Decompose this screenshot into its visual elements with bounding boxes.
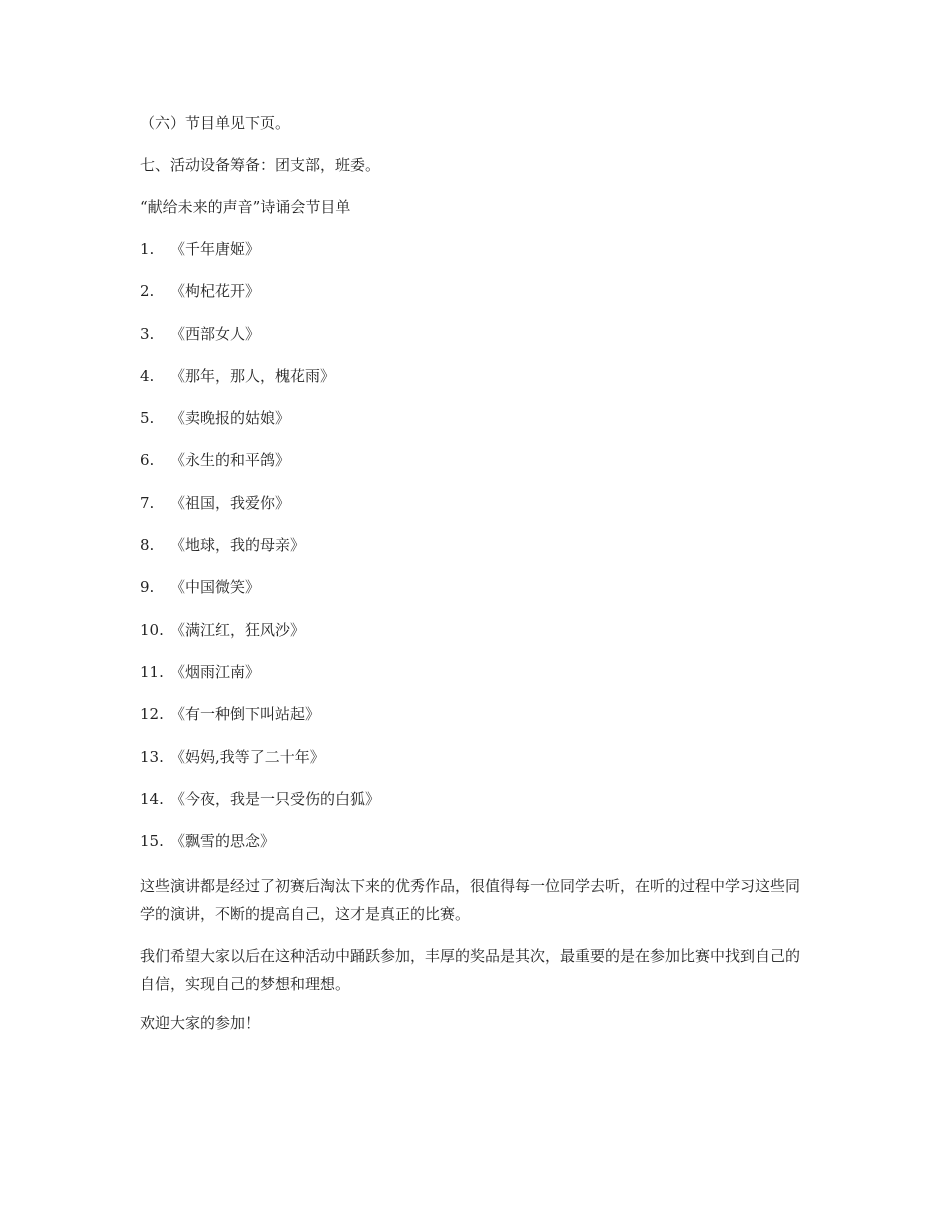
item-title: 《有一种倒下叫站起》: [170, 705, 321, 724]
program-list: [140, 238, 810, 852]
item-number: 10.: [140, 620, 164, 639]
item-title: 《永生的和平鸽》: [170, 451, 291, 470]
list-item: [140, 619, 810, 641]
list-item: [140, 703, 810, 725]
item-number: 5.: [140, 409, 155, 428]
item-number: 7.: [140, 493, 155, 512]
item-title: 《今夜，我是一只受伤的白狐》: [170, 789, 381, 808]
item-title: 《西部女人》: [170, 324, 261, 343]
list-item: [140, 238, 810, 260]
section-seven-text: 七、活动设备筹备：团支部，班委。: [140, 156, 381, 174]
item-number: 14.: [140, 789, 164, 808]
paragraph-speeches: 这些演讲都是经过了初赛后淘汰下来的优秀作品，很值得每一位同学去听，在听的过程中学习这些同学的演讲，不断的提高自己，这才是真正的比赛。: [140, 877, 801, 924]
item-number: 12.: [140, 705, 164, 724]
list-item: [140, 534, 810, 556]
item-title: 《祖国，我爱你》: [170, 493, 291, 512]
item-number: 1.: [140, 240, 155, 258]
item-title: 《那年，那人，槐花雨》: [170, 366, 336, 385]
program-title: “献给未来的声音”诗诵会节目单: [140, 198, 351, 216]
document-body: [140, 112, 810, 1054]
item-title: 《地球，我的母亲》: [170, 536, 306, 555]
item-number: 15.: [140, 832, 164, 851]
list-item: [140, 788, 810, 810]
list-item: [140, 365, 810, 387]
item-number: 8.: [140, 536, 155, 555]
list-item: [140, 746, 810, 768]
list-item: [140, 323, 810, 345]
item-number: 13.: [140, 747, 164, 766]
paragraph-participation: 我们希望大家以后在这种活动中踊跃参加，丰厚的奖品是其次，最重要的是在参加比赛中找到自己的自信，实现自己的梦想和理想。: [140, 947, 801, 994]
item-title: 《枸杞花开》: [170, 282, 261, 301]
item-number: 2.: [140, 282, 155, 301]
item-title: 《满江红，狂风沙》: [170, 620, 306, 639]
item-title: 《卖晚报的姑娘》: [170, 409, 291, 428]
list-item: [140, 407, 810, 429]
item-title: 《中国微笑》: [170, 578, 261, 597]
item-title: 《妈妈,我等了二十年》: [170, 747, 325, 766]
item-number: 11.: [140, 662, 164, 681]
list-item: [140, 576, 810, 598]
item-title: 《千年唐姬》: [170, 240, 261, 258]
list-item: [140, 661, 810, 683]
list-item: [140, 449, 810, 471]
list-item: [140, 280, 810, 302]
section-six-text: （六）节目单见下页。: [140, 114, 291, 132]
item-title: 《烟雨江南》: [170, 662, 261, 681]
list-item: [140, 492, 810, 514]
item-number: 4.: [140, 366, 155, 385]
item-number: 3.: [140, 324, 155, 343]
item-number: 6.: [140, 451, 155, 470]
item-title: 《飘雪的思念》: [170, 832, 276, 851]
closing-text: 欢迎大家的参加！: [140, 1014, 261, 1033]
item-number: 9.: [140, 578, 155, 597]
list-item: [140, 830, 810, 852]
